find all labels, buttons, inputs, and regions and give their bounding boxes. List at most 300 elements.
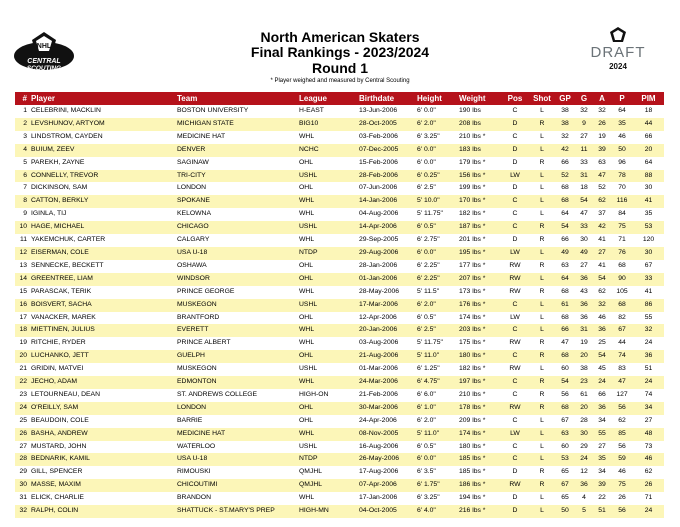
cell-g: 33 bbox=[575, 221, 593, 234]
cell-shot: L bbox=[540, 184, 544, 192]
title-line-3: Round 1 bbox=[312, 60, 368, 76]
cell-league: H-EAST bbox=[299, 107, 324, 114]
cell-p: 56 bbox=[611, 505, 633, 518]
cell-gp: 68 bbox=[555, 350, 575, 363]
cell-shot: R bbox=[539, 390, 545, 398]
cell-player: VANACKER, MAREK bbox=[31, 313, 96, 321]
cell-p: 62 bbox=[618, 416, 626, 424]
cell-height: 6' 0.5" bbox=[417, 442, 436, 450]
cell-league: NTDP bbox=[297, 247, 357, 260]
svg-text:SCOUTING: SCOUTING bbox=[26, 65, 62, 72]
cell-weight: 182 lbs * bbox=[459, 365, 486, 373]
cell-league: NTDP bbox=[297, 453, 357, 466]
cell-a: 46 bbox=[598, 313, 606, 321]
cell-player: IGINLA, TIJ bbox=[31, 210, 67, 218]
cell-league: USHL bbox=[299, 442, 318, 450]
cell-birthdate: 30-Mar-2006 bbox=[357, 402, 415, 415]
cell-a: 34 bbox=[598, 468, 606, 476]
table-row bbox=[15, 286, 664, 299]
cell-league: BIG10 bbox=[297, 118, 357, 131]
cell-rank: 8 bbox=[15, 195, 29, 208]
cell-weight: 194 lbs * bbox=[459, 494, 486, 502]
cell-gp: 61 bbox=[555, 299, 575, 312]
cell-league: NCHC bbox=[297, 144, 357, 157]
cell-a: 36 bbox=[593, 324, 611, 337]
cell-birthdate: 01-Mar-2006 bbox=[359, 365, 398, 373]
cell-a: 27 bbox=[598, 442, 606, 450]
cell-team: USA U-18 bbox=[175, 453, 297, 466]
cell-p: 67 bbox=[611, 324, 633, 337]
cell-birthdate: 07-Apr-2006 bbox=[357, 479, 415, 492]
table-row bbox=[15, 363, 664, 376]
cell-player: MIETTINEN, JULIUS bbox=[29, 324, 175, 337]
cell-weight: 190 lbs bbox=[459, 107, 481, 114]
cell-height: 6' 2.0" bbox=[415, 118, 457, 131]
cell-league: OHL bbox=[299, 261, 313, 269]
cell-gp: 67 bbox=[561, 416, 569, 424]
cell-p: 50 bbox=[611, 144, 633, 157]
cell-g: 4 bbox=[582, 494, 586, 502]
cell-player: RALPH, COLIN bbox=[29, 505, 175, 518]
cell-league: OHL bbox=[297, 350, 357, 363]
cell-shot: R bbox=[539, 261, 545, 269]
cell-rank: 22 bbox=[15, 376, 29, 389]
cell-gp: 42 bbox=[555, 144, 575, 157]
cell-team: MICHIGAN STATE bbox=[175, 118, 297, 131]
cell-gp: 68 bbox=[561, 313, 569, 321]
cell-league: QMJHL bbox=[297, 479, 357, 492]
cell-p: 68 bbox=[618, 261, 626, 269]
cell-league: WHL bbox=[297, 376, 357, 389]
cell-birthdate: 28-Jan-2006 bbox=[359, 261, 398, 269]
table-row bbox=[15, 118, 664, 131]
cell-league: WHL bbox=[299, 494, 315, 502]
cell-g: 27 bbox=[580, 132, 588, 140]
cell-height: 6' 0.25" bbox=[415, 170, 457, 183]
cell-pos: RW bbox=[509, 287, 521, 295]
cell-player: LINDSTROM, CAYDEN bbox=[31, 132, 103, 140]
cell-weight: 186 lbs * bbox=[457, 479, 501, 492]
cell-g: 19 bbox=[580, 339, 588, 347]
cell-team: ST. ANDREWS COLLEGE bbox=[177, 390, 258, 398]
cell-g: 24 bbox=[575, 453, 593, 466]
cell-weight: 174 lbs * bbox=[459, 313, 486, 321]
cell-gp: 66 bbox=[555, 324, 575, 337]
cell-gp: 64 bbox=[561, 210, 569, 218]
cell-rank: 1 bbox=[23, 107, 27, 114]
cell-rank: 3 bbox=[23, 132, 27, 140]
cell-height: 6' 0.0" bbox=[415, 247, 457, 260]
cell-gp: 65 bbox=[561, 468, 569, 476]
cell-birthdate: 16-Aug-2006 bbox=[359, 442, 399, 450]
cell-shot: L bbox=[540, 107, 544, 114]
column-header-team: Team bbox=[175, 92, 297, 105]
cell-pim: 55 bbox=[644, 313, 653, 321]
cell-height: 6' 0.0" bbox=[415, 453, 457, 466]
cell-shot: L bbox=[540, 416, 544, 424]
cell-rank: 31 bbox=[19, 494, 27, 502]
cell-pim: 86 bbox=[633, 299, 664, 312]
cell-g: 43 bbox=[580, 287, 588, 295]
table-row bbox=[15, 441, 664, 454]
cell-league: OHL bbox=[297, 273, 357, 286]
cell-a: 66 bbox=[598, 390, 606, 398]
cell-p: 84 bbox=[618, 210, 626, 218]
cell-a: 52 bbox=[598, 184, 606, 192]
cell-rank: 24 bbox=[15, 402, 29, 415]
cell-g: 36 bbox=[580, 313, 588, 321]
cell-pos: RW bbox=[501, 479, 529, 492]
cell-shot: R bbox=[529, 350, 555, 363]
cell-weight: 180 lbs * bbox=[457, 350, 501, 363]
cell-player: BEAUDOIN, COLE bbox=[31, 416, 89, 424]
cell-weight: 203 lbs * bbox=[457, 324, 501, 337]
table-row bbox=[15, 505, 664, 518]
cell-rank: 28 bbox=[15, 453, 29, 466]
cell-pim: 48 bbox=[633, 428, 664, 441]
cell-g: 29 bbox=[580, 442, 588, 450]
cell-pos: RW bbox=[509, 261, 521, 269]
cell-team: MUSKEGON bbox=[177, 365, 217, 373]
cell-rank: 6 bbox=[15, 170, 29, 183]
title-line-1: North American Skaters bbox=[260, 29, 420, 45]
cell-p: 46 bbox=[618, 132, 626, 140]
cell-p: 68 bbox=[611, 299, 633, 312]
cell-a: 54 bbox=[593, 350, 611, 363]
cell-rank: 30 bbox=[15, 479, 29, 492]
cell-g: 27 bbox=[580, 261, 588, 269]
cell-birthdate: 29-Aug-2006 bbox=[357, 247, 415, 260]
cell-height: 6' 6.0" bbox=[417, 390, 436, 398]
cell-g: 20 bbox=[575, 402, 593, 415]
cell-weight: 180 lbs * bbox=[459, 442, 486, 450]
cell-gp: 68 bbox=[561, 184, 569, 192]
cell-pos: RW bbox=[501, 402, 529, 415]
cell-weight: 199 lbs * bbox=[459, 184, 486, 192]
cell-pim: 32 bbox=[633, 324, 664, 337]
table-row bbox=[15, 389, 664, 402]
cell-league: WHL bbox=[299, 236, 315, 244]
column-header-shot: Shot bbox=[529, 92, 555, 105]
cell-shot: L bbox=[540, 365, 544, 373]
cell-player: GRIDIN, MATVEI bbox=[31, 365, 84, 373]
cell-pim: 24 bbox=[633, 505, 664, 518]
cell-weight: 197 lbs * bbox=[457, 376, 501, 389]
cell-gp: 60 bbox=[561, 365, 569, 373]
cell-pim: 18 bbox=[644, 107, 653, 114]
cell-g: 33 bbox=[580, 158, 588, 166]
cell-height: 6' 1.0" bbox=[415, 402, 457, 415]
cell-birthdate: 08-Nov-2005 bbox=[357, 428, 415, 441]
cell-p: 70 bbox=[618, 184, 626, 192]
cell-birthdate: 28-Feb-2006 bbox=[357, 170, 415, 183]
cell-a: 45 bbox=[598, 365, 606, 373]
cell-p: 75 bbox=[611, 479, 633, 492]
cell-team: CHICOUTIMI bbox=[175, 479, 297, 492]
table-row bbox=[15, 221, 664, 234]
cell-weight: 178 lbs * bbox=[457, 402, 501, 415]
cell-weight: 187 lbs * bbox=[457, 221, 501, 234]
cell-height: 6' 2.0" bbox=[415, 299, 457, 312]
column-header-player: Player bbox=[29, 92, 175, 105]
cell-pos: RW bbox=[501, 273, 529, 286]
column-header-birthdate: Birthdate bbox=[357, 92, 415, 105]
cell-p: 44 bbox=[618, 339, 626, 347]
cell-birthdate: 14-Apr-2006 bbox=[357, 221, 415, 234]
cell-pos: LW bbox=[501, 428, 529, 441]
cell-player: HAGE, MICHAEL bbox=[29, 221, 175, 234]
cell-weight: 173 lbs * bbox=[459, 287, 486, 295]
cell-pos: D bbox=[501, 118, 529, 131]
table-row bbox=[15, 466, 664, 479]
table-row bbox=[15, 247, 664, 260]
cell-pos: D bbox=[501, 505, 529, 518]
cell-team: CHICAGO bbox=[175, 221, 297, 234]
cell-shot: L bbox=[529, 428, 555, 441]
cell-pim: 24 bbox=[644, 339, 653, 347]
cell-rank: 18 bbox=[15, 324, 29, 337]
cell-gp: 56 bbox=[561, 390, 569, 398]
cell-p: 59 bbox=[611, 453, 633, 466]
table-row bbox=[15, 208, 664, 221]
cell-birthdate: 04-Oct-2005 bbox=[357, 505, 415, 518]
cell-player: JECHO, ADAM bbox=[29, 376, 175, 389]
cell-team: MEDICINE HAT bbox=[175, 428, 297, 441]
cell-pim: 73 bbox=[644, 442, 653, 450]
cell-league: OHL bbox=[299, 184, 313, 192]
cell-rank: 5 bbox=[23, 158, 27, 166]
cell-rank: 27 bbox=[19, 442, 27, 450]
cell-shot: L bbox=[529, 324, 555, 337]
cell-a: 63 bbox=[598, 158, 606, 166]
cell-g: 54 bbox=[575, 195, 593, 208]
cell-weight: 208 lbs bbox=[457, 118, 501, 131]
table-row bbox=[15, 492, 664, 505]
cell-player: BASHA, ANDREW bbox=[29, 428, 175, 441]
cell-player: DICKINSON, SAM bbox=[31, 184, 88, 192]
cell-pos: C bbox=[501, 195, 529, 208]
cell-a: 24 bbox=[593, 376, 611, 389]
table-row bbox=[15, 260, 664, 273]
table-row bbox=[15, 195, 664, 208]
cell-gp: 38 bbox=[555, 118, 575, 131]
cell-pos: D bbox=[512, 236, 518, 244]
cell-player: GREENTREE, LIAM bbox=[29, 273, 175, 286]
cell-birthdate: 21-Aug-2006 bbox=[357, 350, 415, 363]
column-header-weight: Weight bbox=[457, 92, 501, 105]
cell-player: RITCHIE, RYDER bbox=[31, 339, 86, 347]
cell-team: EDMONTON bbox=[175, 376, 297, 389]
cell-g: 38 bbox=[580, 365, 588, 373]
cell-league: WHL bbox=[299, 339, 315, 347]
cell-team: SAGINAW bbox=[177, 158, 209, 166]
cell-team: RIMOUSKI bbox=[177, 468, 211, 476]
cell-shot: L bbox=[540, 494, 544, 502]
cell-p: 75 bbox=[611, 221, 633, 234]
cell-shot: L bbox=[529, 170, 555, 183]
cell-pim: 62 bbox=[644, 468, 653, 476]
cell-pim: 67 bbox=[644, 261, 653, 269]
cell-pos: LW bbox=[501, 247, 529, 260]
cell-gp: 66 bbox=[561, 158, 569, 166]
cell-gp: 68 bbox=[555, 195, 575, 208]
table-body bbox=[15, 105, 664, 518]
cell-gp: 63 bbox=[555, 428, 575, 441]
cell-g: 36 bbox=[575, 479, 593, 492]
cell-team: MEDICINE HAT bbox=[177, 132, 226, 140]
page-header bbox=[0, 30, 680, 84]
rankings-table bbox=[15, 92, 664, 518]
cell-league: WHL bbox=[297, 428, 357, 441]
cell-rank: 26 bbox=[15, 428, 29, 441]
cell-team: LONDON bbox=[175, 402, 297, 415]
cell-height: 6' 2.25" bbox=[417, 261, 440, 269]
measurement-note: * Player weighed and measured by Central Scouting bbox=[270, 78, 410, 84]
cell-pos: RW bbox=[509, 339, 521, 347]
cell-gp: 68 bbox=[561, 287, 569, 295]
cell-birthdate: 13-Jun-2006 bbox=[359, 107, 398, 114]
cell-shot: L bbox=[529, 247, 555, 260]
cell-birthdate: 28-Oct-2005 bbox=[357, 118, 415, 131]
cell-gp: 49 bbox=[555, 247, 575, 260]
cell-pos: C bbox=[501, 221, 529, 234]
cell-height: 6' 0.5" bbox=[415, 221, 457, 234]
cell-shot: L bbox=[529, 505, 555, 518]
cell-a: 27 bbox=[593, 247, 611, 260]
cell-g: 47 bbox=[580, 210, 588, 218]
cell-a: 37 bbox=[598, 210, 606, 218]
cell-height: 6' 2.0" bbox=[417, 416, 436, 424]
cell-player: CONNELLY, TREVOR bbox=[29, 170, 175, 183]
table-row bbox=[15, 453, 664, 466]
cell-pim: 44 bbox=[633, 118, 664, 131]
cell-birthdate: 17-Mar-2006 bbox=[357, 299, 415, 312]
cell-height: 6' 2.25" bbox=[415, 273, 457, 286]
cell-p: 127 bbox=[616, 390, 628, 398]
cell-height: 6' 0.0" bbox=[417, 158, 436, 166]
cell-team: BRANTFORD bbox=[177, 313, 220, 321]
cell-shot: L bbox=[540, 132, 544, 140]
cell-weight: 210 lbs * bbox=[459, 132, 486, 140]
cell-league: HIGH-MN bbox=[297, 505, 357, 518]
table-row bbox=[15, 105, 664, 118]
cell-pim: 26 bbox=[633, 479, 664, 492]
cell-rank: 14 bbox=[15, 273, 29, 286]
cell-league: USHL bbox=[297, 221, 357, 234]
cell-weight: 176 lbs * bbox=[457, 299, 501, 312]
column-header-rank: # bbox=[15, 92, 29, 105]
column-header-pos: Pos bbox=[501, 92, 529, 105]
cell-weight: 179 lbs * bbox=[459, 158, 486, 166]
cell-pim: 36 bbox=[633, 350, 664, 363]
cell-birthdate: 07-Dec-2005 bbox=[357, 144, 415, 157]
cell-pos: RW bbox=[509, 365, 521, 373]
cell-pos: LW bbox=[501, 170, 529, 183]
cell-pos: C bbox=[512, 107, 518, 114]
cell-pos: D bbox=[512, 494, 518, 502]
cell-weight: 209 lbs * bbox=[459, 416, 486, 424]
cell-shot: R bbox=[539, 339, 545, 347]
cell-weight: 182 lbs * bbox=[459, 210, 486, 218]
cell-shot: L bbox=[540, 442, 544, 450]
cell-player: SENNECKE, BECKETT bbox=[31, 261, 104, 269]
cell-shot: L bbox=[529, 299, 555, 312]
cell-height: 6' 1.25" bbox=[417, 365, 440, 373]
cell-birthdate: 12-Apr-2006 bbox=[359, 313, 397, 321]
cell-rank: 2 bbox=[15, 118, 29, 131]
table-row bbox=[15, 131, 664, 144]
cell-pim: 71 bbox=[644, 494, 653, 502]
cell-g: 9 bbox=[575, 118, 593, 131]
cell-birthdate: 21-Feb-2006 bbox=[359, 390, 398, 398]
table-header-row bbox=[15, 92, 664, 105]
cell-player: LETOURNEAU, DEAN bbox=[31, 390, 100, 398]
cell-a: 25 bbox=[598, 339, 606, 347]
cell-pim: 46 bbox=[633, 453, 664, 466]
cell-weight: 195 lbs * bbox=[457, 247, 501, 260]
table-row bbox=[15, 157, 664, 170]
cell-gp: 63 bbox=[561, 261, 569, 269]
cell-a: 39 bbox=[593, 144, 611, 157]
cell-pim: 20 bbox=[633, 144, 664, 157]
table-row bbox=[15, 324, 664, 337]
cell-shot: R bbox=[529, 402, 555, 415]
cell-a: 47 bbox=[593, 170, 611, 183]
cell-g: 28 bbox=[580, 416, 588, 424]
column-header-pim: PIM bbox=[633, 92, 664, 105]
cell-p: 82 bbox=[618, 313, 626, 321]
cell-rank: 13 bbox=[19, 261, 27, 269]
cell-shot: R bbox=[529, 118, 555, 131]
cell-shot: R bbox=[529, 221, 555, 234]
table-row bbox=[15, 402, 664, 415]
cell-g: 11 bbox=[575, 144, 593, 157]
cell-pim: 51 bbox=[644, 365, 653, 373]
cell-shot: R bbox=[539, 287, 545, 295]
cell-league: WHL bbox=[297, 324, 357, 337]
cell-league: WHL bbox=[297, 195, 357, 208]
cell-p: 116 bbox=[611, 195, 633, 208]
cell-team: SHATTUCK - ST.MARY'S PREP bbox=[175, 505, 297, 518]
table-row bbox=[15, 312, 664, 325]
cell-p: 46 bbox=[618, 468, 626, 476]
cell-birthdate: 03-Aug-2006 bbox=[359, 339, 399, 347]
cell-team: BOSTON UNIVERSITY bbox=[177, 107, 249, 114]
draft-year: 2024 bbox=[609, 62, 627, 71]
cell-a: 41 bbox=[598, 236, 606, 244]
cell-rank: 29 bbox=[19, 468, 27, 476]
cell-a: 55 bbox=[593, 428, 611, 441]
cell-pim: 41 bbox=[644, 287, 653, 295]
cell-shot: R bbox=[539, 158, 545, 166]
cell-pos: C bbox=[501, 299, 529, 312]
cell-player: ELICK, CHARLIE bbox=[31, 494, 84, 502]
cell-height: 6' 0.0" bbox=[417, 107, 436, 114]
cell-gp: 68 bbox=[555, 402, 575, 415]
cell-p: 76 bbox=[611, 247, 633, 260]
cell-rank: 7 bbox=[23, 184, 27, 192]
cell-pim: 30 bbox=[633, 247, 664, 260]
cell-pim: 53 bbox=[633, 221, 664, 234]
cell-pim: 34 bbox=[633, 402, 664, 415]
cell-g: 36 bbox=[575, 299, 593, 312]
cell-p: 71 bbox=[618, 236, 626, 244]
cell-height: 6' 3.25" bbox=[417, 132, 440, 140]
cell-weight: 174 lbs * bbox=[457, 428, 501, 441]
cell-weight: 177 lbs * bbox=[459, 261, 486, 269]
cell-rank: 10 bbox=[15, 221, 29, 234]
cell-birthdate: 03-Feb-2006 bbox=[359, 132, 398, 140]
